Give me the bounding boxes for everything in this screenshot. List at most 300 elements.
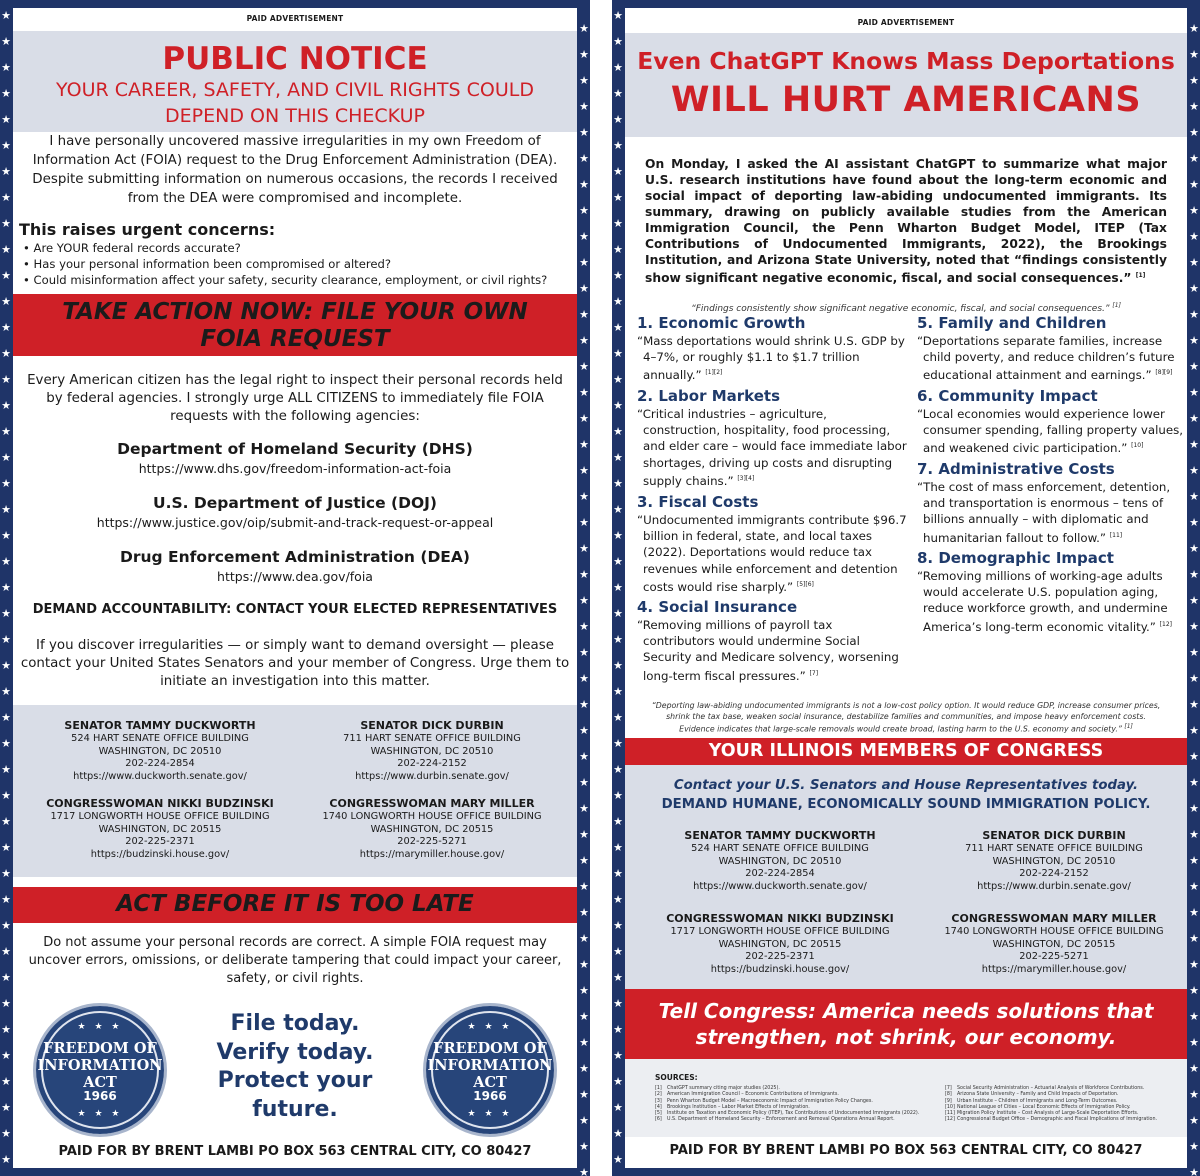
- rep-office: 524 HART SENATE OFFICE BUILDING: [71, 733, 249, 744]
- rep-durbin: [919, 829, 1187, 893]
- impact-title: 1. Economic Growth: [637, 314, 806, 332]
- agency-doj: [13, 493, 577, 531]
- border-star-icon: ★: [579, 932, 589, 945]
- border-star-icon: ★: [1189, 1036, 1199, 1049]
- impact-labor-markets: [637, 387, 907, 489]
- border-star-icon: ★: [579, 542, 589, 555]
- impact-quote: “Removing millions of payroll tax contributors would undermine Social Security and Medicare solvency, worsening long-term fiscal pressures.”: [637, 618, 899, 683]
- border-star-icon: ★: [1, 789, 11, 802]
- impact-quote: “Removing millions of working-age adults would accelerate U.S. population aging, reduce workforce growth, and undermine America’s long-term economic vitality.”: [917, 569, 1168, 634]
- border-star-icon: ★: [579, 178, 589, 191]
- border-star-icon: ★: [579, 48, 589, 61]
- border-star-icon: ★: [1, 1101, 11, 1114]
- sources-list-right: [945, 1086, 1157, 1124]
- border-star-icon: ★: [579, 22, 589, 35]
- closing-quote-ref: [1]: [1124, 723, 1133, 730]
- border-star-icon: ★: [1189, 412, 1199, 425]
- border-star-icon: ★: [579, 464, 589, 477]
- border-star-icon: ★: [1189, 594, 1199, 607]
- border-star-icon: ★: [579, 74, 589, 87]
- border-star-icon: ★: [1189, 126, 1199, 139]
- border-star-icon: ★: [1189, 386, 1199, 399]
- seal-stars: ★ ★ ★: [467, 1022, 513, 1032]
- impact-title: 4. Social Insurance: [637, 598, 798, 616]
- border-star-icon: ★: [1, 945, 11, 958]
- border-star-icon: ★: [613, 1049, 623, 1062]
- border-star-icon: ★: [579, 256, 589, 269]
- border-star-icon: ★: [1189, 828, 1199, 841]
- agency-url: https://www.dhs.gov/freedom-information-act-foia: [138, 461, 452, 476]
- agency-dhs: [13, 439, 577, 477]
- border-star-icon: ★: [1189, 22, 1199, 35]
- border-star-icon: ★: [1189, 672, 1199, 685]
- border-star-icon: ★: [579, 880, 589, 893]
- source-number: [2]: [655, 1092, 662, 1098]
- border-star-icon: ★: [1, 217, 11, 230]
- border-star-icon: ★: [1189, 308, 1199, 321]
- impact-text: [917, 406, 1187, 457]
- border-star-icon: ★: [1, 607, 11, 620]
- border-star-icon: ★: [579, 1010, 589, 1023]
- headline-box: [625, 33, 1187, 137]
- border-star-icon: ★: [1, 971, 11, 984]
- source-text: Congressional Budget Office – Demographic and Fiscal Implications of Immigration.: [957, 1117, 1158, 1123]
- rep-phone: 202-225-2371: [745, 951, 815, 962]
- source-number: [6]: [655, 1117, 662, 1123]
- rep-url: https://budzinski.house.gov/: [710, 963, 850, 975]
- source-number: [10]: [945, 1104, 955, 1110]
- border-star-icon: ★: [613, 1023, 623, 1036]
- impact-quote: “Deportations separate families, increase child poverty, and reduce children’s future educational attainment and earnings.”: [917, 334, 1175, 383]
- border-star-icon: ★: [1, 841, 11, 854]
- rep-url: https://marymiller.house.gov/: [359, 848, 505, 860]
- border-star-icon: ★: [579, 1036, 589, 1049]
- rep-office: 524 HART SENATE OFFICE BUILDING: [691, 843, 869, 854]
- notice-subtitle: [13, 77, 577, 129]
- border-star-icon: ★: [1189, 1166, 1199, 1176]
- impact-ref: [5][6]: [796, 580, 814, 588]
- agency-url: https://www.dea.gov/foia: [217, 569, 373, 584]
- rep-office: 1717 LONGWORTH HOUSE OFFICE BUILDING: [50, 811, 270, 822]
- border-star-icon: ★: [1189, 542, 1199, 555]
- impact-demographic: [917, 549, 1187, 635]
- border-star-icon: ★: [1189, 984, 1199, 997]
- border-star-icon: ★: [579, 152, 589, 165]
- concerns-title: This raises urgent concerns:: [19, 220, 276, 239]
- border-star-icon: ★: [579, 308, 589, 321]
- border-star-icon: ★: [1, 633, 11, 646]
- border-star-icon: ★: [1, 61, 11, 74]
- impact-title: 2. Labor Markets: [637, 387, 780, 405]
- impact-ref: [3][4]: [737, 474, 755, 482]
- demand-policy-line: DEMAND HUMANE, ECONOMICALLY SOUND IMMIGRATION POLICY.: [661, 797, 1151, 812]
- source-text: Migration Policy Institute – Cost Analysis of Large-Scale Deportation Efforts.: [957, 1111, 1139, 1117]
- border-star-icon: ★: [579, 438, 589, 451]
- border-star-icon: ★: [579, 906, 589, 919]
- impact-ref: [10]: [1131, 442, 1144, 450]
- public-notice-ad: [0, 0, 590, 1176]
- border-star-icon: ★: [613, 919, 623, 932]
- agency-dea: [13, 547, 577, 585]
- demand-accountability: DEMAND ACCOUNTABILITY: CONTACT YOUR ELECTED REPRESENTATIVES: [32, 602, 558, 617]
- border-star-icon: ★: [579, 1166, 589, 1176]
- border-star-icon: ★: [1, 555, 11, 568]
- border-star-icon: ★: [579, 1088, 589, 1101]
- rep-url: https://www.durbin.senate.gov/: [355, 770, 509, 782]
- source-number: [4]: [655, 1104, 662, 1110]
- representatives-box: [13, 705, 577, 877]
- agency-name: Department of Homeland Security (DHS): [117, 440, 473, 458]
- impact-text: [917, 479, 1187, 546]
- border-star-icon: ★: [579, 620, 589, 633]
- border-star-icon: ★: [579, 984, 589, 997]
- file-today-slogan: [203, 1010, 387, 1124]
- border-star-icon: ★: [1189, 1140, 1199, 1153]
- border-star-icon: ★: [579, 490, 589, 503]
- agency-name: U.S. Department of Justice (DOJ): [152, 494, 438, 512]
- closing-quote: [651, 701, 1161, 735]
- chatgpt-ad-content: [625, 8, 1187, 1168]
- source-text: National League of Cities – Local Economic Effects of Immigration Policy.: [957, 1104, 1131, 1110]
- border-star-icon: ★: [1189, 152, 1199, 165]
- act-before-too-late-heading: ACT BEFORE IT IS TOO LATE: [13, 887, 577, 923]
- border-star-icon: ★: [613, 399, 623, 412]
- seal-title: [36, 1040, 164, 1091]
- impact-title: 7. Administrative Costs: [917, 460, 1115, 478]
- border-star-icon: ★: [613, 841, 623, 854]
- border-star-icon: ★: [579, 1140, 589, 1153]
- rep-city: WASHINGTON, DC 20515: [718, 938, 842, 950]
- border-star-icon: ★: [613, 503, 623, 516]
- rep-name: SENATOR TAMMY DUCKWORTH: [64, 719, 256, 732]
- rep-phone: 202-225-5271: [1019, 951, 1089, 962]
- rep-office: 711 HART SENATE OFFICE BUILDING: [343, 733, 521, 744]
- border-star-icon: ★: [1, 139, 11, 152]
- rep-name: CONGRESSWOMAN NIKKI BUDZINSKI: [666, 912, 894, 925]
- notice-subtitle-line: YOUR CAREER, SAFETY, AND CIVIL RIGHTS COULD: [56, 79, 534, 101]
- border-star-icon: ★: [1, 997, 11, 1010]
- border-star-icon: ★: [613, 529, 623, 542]
- border-star-icon: ★: [1, 763, 11, 776]
- border-star-icon: ★: [579, 100, 589, 113]
- source-text: Brookings Institution – Labor Market Effects of Immigration.: [667, 1104, 810, 1110]
- notice-header-box: [13, 31, 577, 132]
- rep-phone: 202-224-2152: [1019, 868, 1089, 879]
- border-star-icon: ★: [1189, 360, 1199, 373]
- border-star-icon: ★: [1, 113, 11, 126]
- take-action-heading-line: FOIA REQUEST: [200, 326, 390, 352]
- border-star-icon: ★: [613, 35, 623, 48]
- source-number: [3]: [655, 1098, 662, 1104]
- border-star-icon: ★: [579, 386, 589, 399]
- border-star-icon: ★: [1189, 438, 1199, 451]
- border-star-icon: ★: [579, 412, 589, 425]
- rep-url: https://www.durbin.senate.gov/: [977, 880, 1131, 892]
- seal-title: [426, 1040, 554, 1091]
- agency-url: https://www.justice.gov/oip/submit-and-track-request-or-appeal: [96, 515, 494, 530]
- rep-miller: [919, 912, 1187, 976]
- border-star-icon: ★: [1, 347, 11, 360]
- border-star-icon: ★: [613, 295, 623, 308]
- intro-text: On Monday, I asked the AI assistant ChatGPT to summarize what major U.S. research institutions have found about the long-term economic and social impact of deporting law-abiding undocumented immigrants. Its summary, drawing on publicly available studies from the American Immigration Council, the Penn Wharton Budget Model, ITEP (Tax Contributions of Undocumented Immigrants, 2022), the Brookings Institution, and Arizona State University, noted that “findings consistently show significant negative economic, fiscal, and social consequences.”: [645, 157, 1167, 286]
- border-star-icon: ★: [579, 854, 589, 867]
- border-star-icon: ★: [579, 724, 589, 737]
- notice-intro: I have personally uncovered massive irregularities in my own Freedom of Information Act (FOIA) request to the Drug Enforcement Administration (DEA). Despite submitting information on numerous occasions, the records I received from the DEA were compromised and incomplete.: [32, 134, 558, 206]
- border-star-icon: ★: [579, 334, 589, 347]
- slogan-line: Verify today.: [216, 1039, 374, 1065]
- source-item: [945, 1117, 1157, 1123]
- border-star-icon: ★: [1189, 802, 1199, 815]
- seal-stars: ★ ★ ★: [77, 1109, 123, 1119]
- rep-phone: 202-224-2152: [397, 758, 467, 769]
- border-star-icon: ★: [613, 971, 623, 984]
- border-star-icon: ★: [1189, 74, 1199, 87]
- border-star-icon: ★: [613, 139, 623, 152]
- closing-quote-text: “Deporting law-abiding undocumented immigrants is not a low-cost policy option. It would reduce GDP, increase consumer prices, shrink the tax base, weaken social insurance, destabilize families and communities, and impose heavy enforcement costs. Evidence indicates that large-scale removals would create broad, lasting harm to the U.S. economy and society.”: [651, 701, 1161, 734]
- act-text: Do not assume your personal records are correct. A simple FOIA request may uncover errors, omissions, or deliberate tampering that could impact your career, safety, or civil rights.: [28, 935, 562, 986]
- border-star-icon: ★: [579, 282, 589, 295]
- border-star-icon: ★: [1, 321, 11, 334]
- take-action-heading-line: TAKE ACTION NOW: FILE YOUR OWN: [62, 299, 528, 325]
- border-star-icon: ★: [579, 698, 589, 711]
- border-star-icon: ★: [1, 919, 11, 932]
- border-star-icon: ★: [1189, 1010, 1199, 1023]
- border-star-icon: ★: [1189, 750, 1199, 763]
- border-star-icon: ★: [1, 425, 11, 438]
- sources-list-left: [655, 1086, 919, 1124]
- source-number: [1]: [655, 1086, 662, 1091]
- border-star-icon: ★: [1, 685, 11, 698]
- border-star-icon: ★: [613, 347, 623, 360]
- border-star-icon: ★: [579, 1114, 589, 1127]
- concern-item: • Has your personal information been compromised or altered?: [23, 256, 547, 272]
- intro-paragraph: [645, 156, 1167, 286]
- rep-city: WASHINGTON, DC 20510: [370, 745, 494, 757]
- rep-name: CONGRESSWOMAN NIKKI BUDZINSKI: [46, 797, 274, 810]
- rep-office: 1740 LONGWORTH HOUSE OFFICE BUILDING: [944, 926, 1164, 937]
- source-item: [655, 1117, 919, 1123]
- headline-line2: WILL HURT AMERICANS: [670, 80, 1142, 120]
- border-star-icon: ★: [613, 711, 623, 724]
- impact-title: 3. Fiscal Costs: [637, 493, 759, 511]
- impact-text: [637, 512, 907, 595]
- border-star-icon: ★: [1, 1075, 11, 1088]
- border-star-icon: ★: [1, 9, 11, 22]
- border-star-icon: ★: [1, 191, 11, 204]
- border-star-icon: ★: [613, 581, 623, 594]
- source-text: Social Security Administration – Actuarial Analysis of Workforce Contributions.: [957, 1086, 1145, 1091]
- border-star-icon: ★: [613, 191, 623, 204]
- impact-ref: [11]: [1109, 531, 1123, 539]
- rep-durbin: [297, 719, 567, 783]
- border-star-icon: ★: [613, 477, 623, 490]
- border-star-icon: ★: [1, 659, 11, 672]
- members-of-congress-heading: YOUR ILLINOIS MEMBERS OF CONGRESS: [625, 738, 1187, 765]
- paid-for-by: PAID FOR BY BRENT LAMBI PO BOX 563 CENTRAL CITY, CO 80427: [58, 1144, 532, 1159]
- border-star-icon: ★: [1189, 1062, 1199, 1075]
- slogan-line: File today.: [230, 1011, 360, 1036]
- border-star-icon: ★: [613, 555, 623, 568]
- rep-phone: 202-225-5271: [397, 836, 467, 847]
- concerns-list: [23, 240, 547, 288]
- seal-line: FREEDOM OF: [433, 1040, 547, 1057]
- border-star-icon: ★: [613, 1101, 623, 1114]
- rep-name: SENATOR TAMMY DUCKWORTH: [684, 829, 876, 842]
- rep-miller: [297, 797, 567, 861]
- border-star-icon: ★: [613, 321, 623, 334]
- source-text: Penn Wharton Budget Model – Macroeconomic Impact of Immigration Policy Changes.: [667, 1098, 873, 1104]
- border-star-icon: ★: [1189, 1088, 1199, 1101]
- seal-year: 1966: [473, 1089, 507, 1103]
- impact-economic-growth: [637, 314, 907, 384]
- border-star-icon: ★: [1189, 620, 1199, 633]
- border-star-icon: ★: [613, 9, 623, 22]
- border-star-icon: ★: [1189, 698, 1199, 711]
- rep-url: https://www.duckworth.senate.gov/: [73, 770, 247, 782]
- take-action-text: Every American citizen has the legal right to inspect their personal records held by federal agencies. I strongly urge ALL CITIZENS to immediately file FOIA requests with the following agencies:: [27, 373, 563, 424]
- rep-city: WASHINGTON, DC 20510: [718, 855, 842, 867]
- impact-text: [637, 617, 907, 684]
- border-star-icon: ★: [579, 1062, 589, 1075]
- rep-phone: 202-224-2854: [745, 868, 815, 879]
- border-star-icon: ★: [1, 451, 11, 464]
- border-star-icon: ★: [1, 815, 11, 828]
- rep-office: 1740 LONGWORTH HOUSE OFFICE BUILDING: [322, 811, 542, 822]
- seal-year: 1966: [83, 1089, 117, 1103]
- public-notice-content: [13, 8, 577, 1168]
- border-star-icon: ★: [1, 243, 11, 256]
- border-star-icon: ★: [1189, 1114, 1199, 1127]
- border-star-icon: ★: [613, 373, 623, 386]
- border-star-icon: ★: [1189, 230, 1199, 243]
- pull-quote: [635, 302, 1177, 314]
- notice-subtitle-line: DEPEND ON THIS CHECKUP: [165, 105, 425, 127]
- border-star-icon: ★: [579, 750, 589, 763]
- source-number: [12]: [945, 1117, 955, 1123]
- border-star-icon: ★: [1189, 282, 1199, 295]
- border-star-icon: ★: [1, 295, 11, 308]
- impact-quote: “The cost of mass enforcement, detention, and transportation is enormous – tens of billions annually – with diplomatic and humanitarian fallout to follow.”: [917, 480, 1171, 545]
- border-star-icon: ★: [579, 646, 589, 659]
- rep-name: CONGRESSWOMAN MARY MILLER: [951, 912, 1157, 925]
- impact-ref: [7]: [809, 669, 819, 677]
- source-text: Institute on Taxation and Economic Policy (ITEP), Tax Contributions of Undocumented Immigrants (2022).: [667, 1111, 920, 1117]
- border-star-icon: ★: [1189, 568, 1199, 581]
- seal-stars: ★ ★ ★: [467, 1109, 513, 1119]
- rep-name: SENATOR DICK DURBIN: [982, 829, 1126, 842]
- impact-text: [637, 333, 907, 384]
- border-star-icon: ★: [1189, 516, 1199, 529]
- source-number: [8]: [945, 1092, 952, 1098]
- tell-congress-line: Tell Congress: America needs solutions that: [658, 999, 1154, 1023]
- tell-congress-banner: [625, 989, 1187, 1059]
- border-star-icon: ★: [1189, 880, 1199, 893]
- border-star-icon: ★: [579, 204, 589, 217]
- border-star-icon: ★: [1189, 490, 1199, 503]
- seal-line: INFORMATION ACT: [427, 1057, 553, 1091]
- contact-call-line: Contact your U.S. Senators and House Representatives today.: [673, 778, 1139, 793]
- impact-ref: [8][9]: [1155, 369, 1173, 377]
- border-star-icon: ★: [613, 113, 623, 126]
- border-star-icon: ★: [613, 945, 623, 958]
- notice-title: PUBLIC NOTICE: [162, 41, 428, 77]
- headline-line1: Even ChatGPT Knows Mass Deportations: [637, 47, 1175, 75]
- impact-title: 8. Demographic Impact: [917, 549, 1114, 567]
- concern-item: • Are YOUR federal records accurate?: [23, 240, 547, 256]
- rep-duckworth: [25, 719, 295, 783]
- border-star-icon: ★: [1, 399, 11, 412]
- border-star-icon: ★: [613, 867, 623, 880]
- border-star-icon: ★: [1, 1049, 11, 1062]
- border-star-icon: ★: [613, 217, 623, 230]
- border-star-icon: ★: [613, 893, 623, 906]
- rep-city: WASHINGTON, DC 20510: [98, 745, 222, 757]
- source-number: [11]: [945, 1111, 955, 1117]
- impact-text: [917, 333, 1187, 384]
- border-star-icon: ★: [1, 867, 11, 880]
- border-star-icon: ★: [1189, 204, 1199, 217]
- source-text: American Immigration Council – Economic Contributions of Immigrants.: [667, 1092, 839, 1098]
- border-star-icon: ★: [1, 1127, 11, 1140]
- border-star-icon: ★: [579, 568, 589, 581]
- border-star-icon: ★: [579, 672, 589, 685]
- rep-budzinski: [25, 797, 295, 861]
- source-number: [7]: [945, 1086, 952, 1091]
- rep-city: WASHINGTON, DC 20515: [370, 823, 494, 835]
- border-star-icon: ★: [1, 737, 11, 750]
- border-star-icon: ★: [1, 477, 11, 490]
- slogan-line: Protect your: [217, 1068, 373, 1093]
- impact-social-insurance: [637, 598, 907, 684]
- border-star-icon: ★: [613, 243, 623, 256]
- border-star-icon: ★: [579, 828, 589, 841]
- border-star-icon: ★: [1189, 178, 1199, 191]
- border-star-icon: ★: [613, 737, 623, 750]
- border-star-icon: ★: [579, 958, 589, 971]
- sources-label: SOURCES:: [655, 1073, 698, 1082]
- rep-url: https://marymiller.house.gov/: [981, 963, 1127, 975]
- border-star-icon: ★: [579, 126, 589, 139]
- border-star-icon: ★: [613, 789, 623, 802]
- impact-community: [917, 387, 1187, 457]
- border-star-icon: ★: [1, 269, 11, 282]
- border-star-icon: ★: [1189, 334, 1199, 347]
- seal-line: INFORMATION ACT: [37, 1057, 163, 1091]
- border-star-icon: ★: [613, 451, 623, 464]
- chatgpt-deportation-ad: [612, 0, 1200, 1176]
- source-number: [5]: [655, 1111, 662, 1117]
- take-action-heading: [13, 294, 577, 356]
- impact-fiscal-costs: [637, 493, 907, 595]
- border-star-icon: ★: [579, 360, 589, 373]
- seal-stars: ★ ★ ★: [77, 1022, 123, 1032]
- rep-duckworth: [645, 829, 915, 893]
- source-text: Urban Institute – Children of Immigrants and Long-Term Outcomes.: [957, 1098, 1118, 1104]
- paid-for-by: PAID FOR BY BRENT LAMBI PO BOX 563 CENTRAL CITY, CO 80427: [669, 1143, 1143, 1158]
- rep-city: WASHINGTON, DC 20515: [98, 823, 222, 835]
- paid-advertisement-label: PAID ADVERTISEMENT: [857, 18, 955, 27]
- impact-ref: [1][2]: [705, 369, 723, 377]
- border-star-icon: ★: [1, 581, 11, 594]
- impact-quote: “Undocumented immigrants contribute $96.7 billion in federal, state, and local taxes (2022). Deportations would reduce tax revenues while enforcement and detention costs would rise sharply.”: [637, 513, 907, 594]
- rep-phone: 202-224-2854: [125, 758, 195, 769]
- source-text: ChatGPT summary citing major studies (2025).: [667, 1086, 780, 1091]
- border-star-icon: ★: [1, 893, 11, 906]
- border-star-icon: ★: [613, 425, 623, 438]
- impact-quote: “Mass deportations would shrink U.S. GDP by 4–7%, or roughly $1.1 to $1.7 trillion annually.”: [637, 334, 905, 383]
- border-star-icon: ★: [579, 230, 589, 243]
- paid-advertisement-label: PAID ADVERTISEMENT: [246, 14, 344, 23]
